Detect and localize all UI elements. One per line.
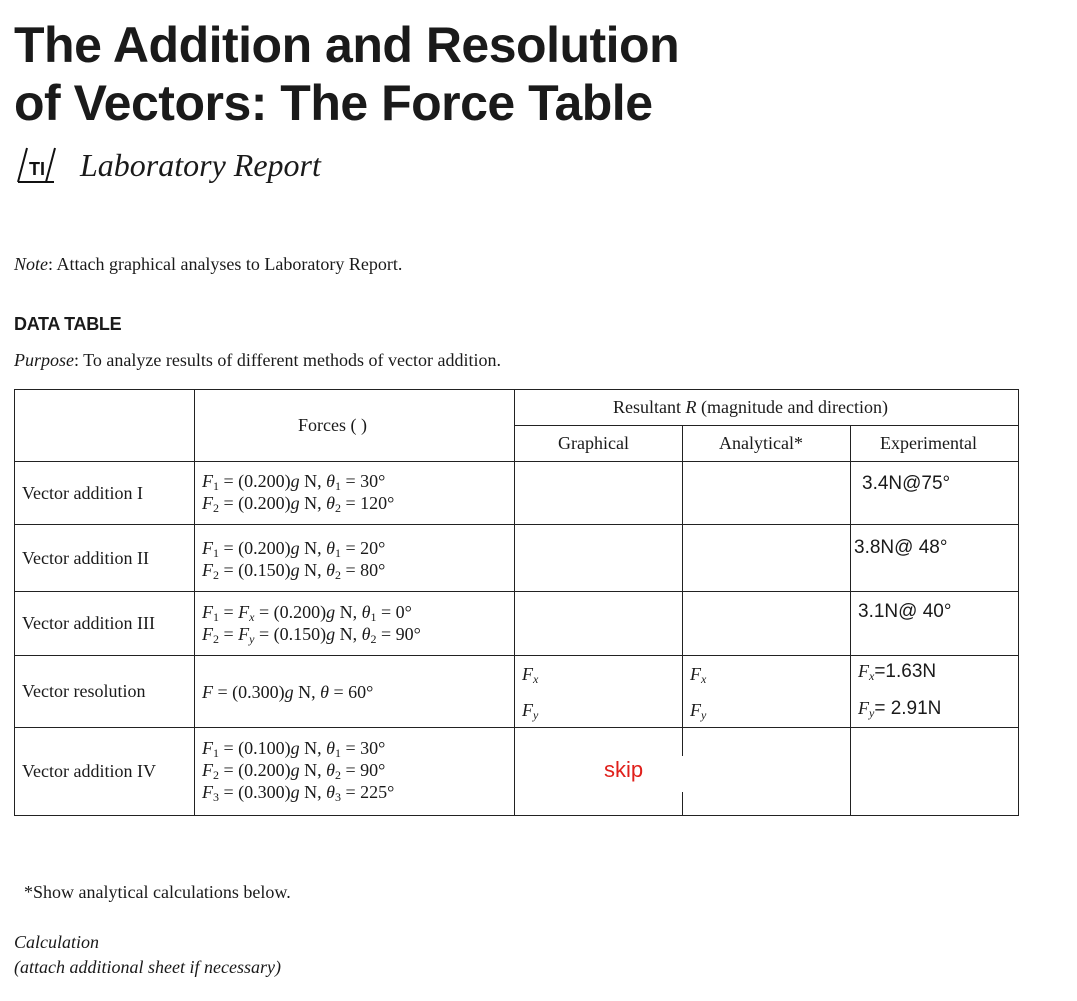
analytical-fx-label: $F_x$ — [690, 664, 707, 686]
row-label: Vector addition III — [22, 613, 155, 633]
table-col-divider — [514, 389, 515, 815]
calculation-label: Calculation — [14, 932, 99, 952]
table-col-divider — [682, 425, 683, 756]
table-border-left — [14, 389, 15, 815]
purpose-text: : To analyze results of different methods of vector addition. — [74, 350, 501, 370]
table-col-divider — [850, 425, 851, 815]
table-row-divider — [14, 655, 1019, 656]
table-row-divider — [14, 461, 1019, 462]
table-row-divider — [14, 727, 1019, 728]
experimental-fx-value: =1.63N — [874, 661, 937, 682]
force-equations: $F_1 = (0.200)g$ N, $\theta_1 = 20^\circ$ $F_2 = (0.150)g$ N, $\theta_2 = 80^\circ$ — [202, 538, 386, 582]
note-text: : Attach graphical analyses to Laboratory Report. — [48, 254, 403, 274]
purpose-label: Purpose — [14, 350, 74, 370]
row-label: Vector addition II — [22, 548, 149, 568]
table-border-right — [1018, 389, 1019, 815]
table-row-divider — [14, 524, 1019, 525]
force-equations: $F_1 = (0.200)g$ N, $\theta_1 = 30^\circ$ $F_2 = (0.200)g$ N, $\theta_2 = 120^\circ$ — [202, 471, 395, 515]
page-title — [14, 16, 679, 132]
forces-header: Forces ( ) — [298, 415, 367, 435]
row-label: Vector addition IV — [22, 761, 156, 781]
force-equations: $F_1 = F_x = (0.200)g$ N, $\theta_1 = 0^\circ$ $F_2 = F_y = (0.150)g$ N, $\theta_2 = 90^\circ$ — [202, 602, 421, 646]
force-equations: $F_1 = (0.100)g$ N, $\theta_1 = 30^\circ$ $F_2 = (0.200)g$ N, $\theta_2 = 90^\circ$ $F_3 = (0.300)g$ N, $\theta_3 = 225^\circ$ — [202, 738, 395, 804]
row-label: Vector addition I — [22, 483, 143, 503]
table-subheader-line — [514, 425, 1019, 426]
title-line-2: of Vectors: The Force Table — [14, 75, 653, 131]
svg-text:TI: TI — [29, 159, 45, 179]
graphical-fx-label: $F_x$ — [522, 664, 539, 686]
table-row-divider — [14, 591, 1019, 592]
table-col-divider — [682, 792, 683, 815]
analytical-fy-label: $F_y$ — [690, 700, 707, 722]
skip-annotation: skip — [604, 757, 644, 782]
resultant-header — [613, 397, 888, 418]
resultant-header-pre: Resultant — [613, 397, 686, 417]
table-border-bottom — [14, 815, 1019, 816]
calculation-note: (attach additional sheet if necessary) — [14, 957, 281, 977]
col-graphical-header: Graphical — [558, 433, 629, 453]
graphical-fy-label: $F_y$ — [522, 700, 539, 722]
table-border-top — [14, 389, 1019, 390]
experimental-value: 3.1N@ 40° — [858, 601, 952, 622]
table-col-divider — [194, 389, 195, 815]
report-subtitle — [14, 144, 321, 186]
resultant-header-var: R — [685, 397, 697, 417]
note-label: Note — [14, 254, 48, 274]
experimental-value: 3.4N@75° — [862, 473, 951, 494]
experimental-fy: $F_y= 2.91N$ — [858, 698, 942, 720]
resultant-header-post: (magnitude and direction) — [696, 397, 888, 417]
experimental-fx: $F_x=1.63N$ — [858, 661, 937, 683]
experimental-fy-value: = 2.91N — [874, 698, 942, 719]
experimental-value: 3.8N@ 48° — [854, 537, 948, 558]
footnote: *Show analytical calculations below. — [24, 882, 291, 902]
calculation-section — [14, 930, 281, 980]
purpose-line — [14, 350, 501, 371]
ti-logo-icon — [14, 146, 58, 184]
col-experimental-header: Experimental — [880, 433, 977, 453]
note-line — [14, 254, 402, 275]
row-label: Vector resolution — [22, 681, 146, 701]
section-heading: DATA TABLE — [14, 314, 122, 334]
force-equation: F = (0.300)g N, θ = 60° — [202, 682, 374, 702]
subtitle-text: Laboratory Report — [80, 146, 321, 183]
title-line-1: The Addition and Resolution — [14, 17, 680, 73]
col-analytical-header: Analytical* — [719, 433, 803, 453]
